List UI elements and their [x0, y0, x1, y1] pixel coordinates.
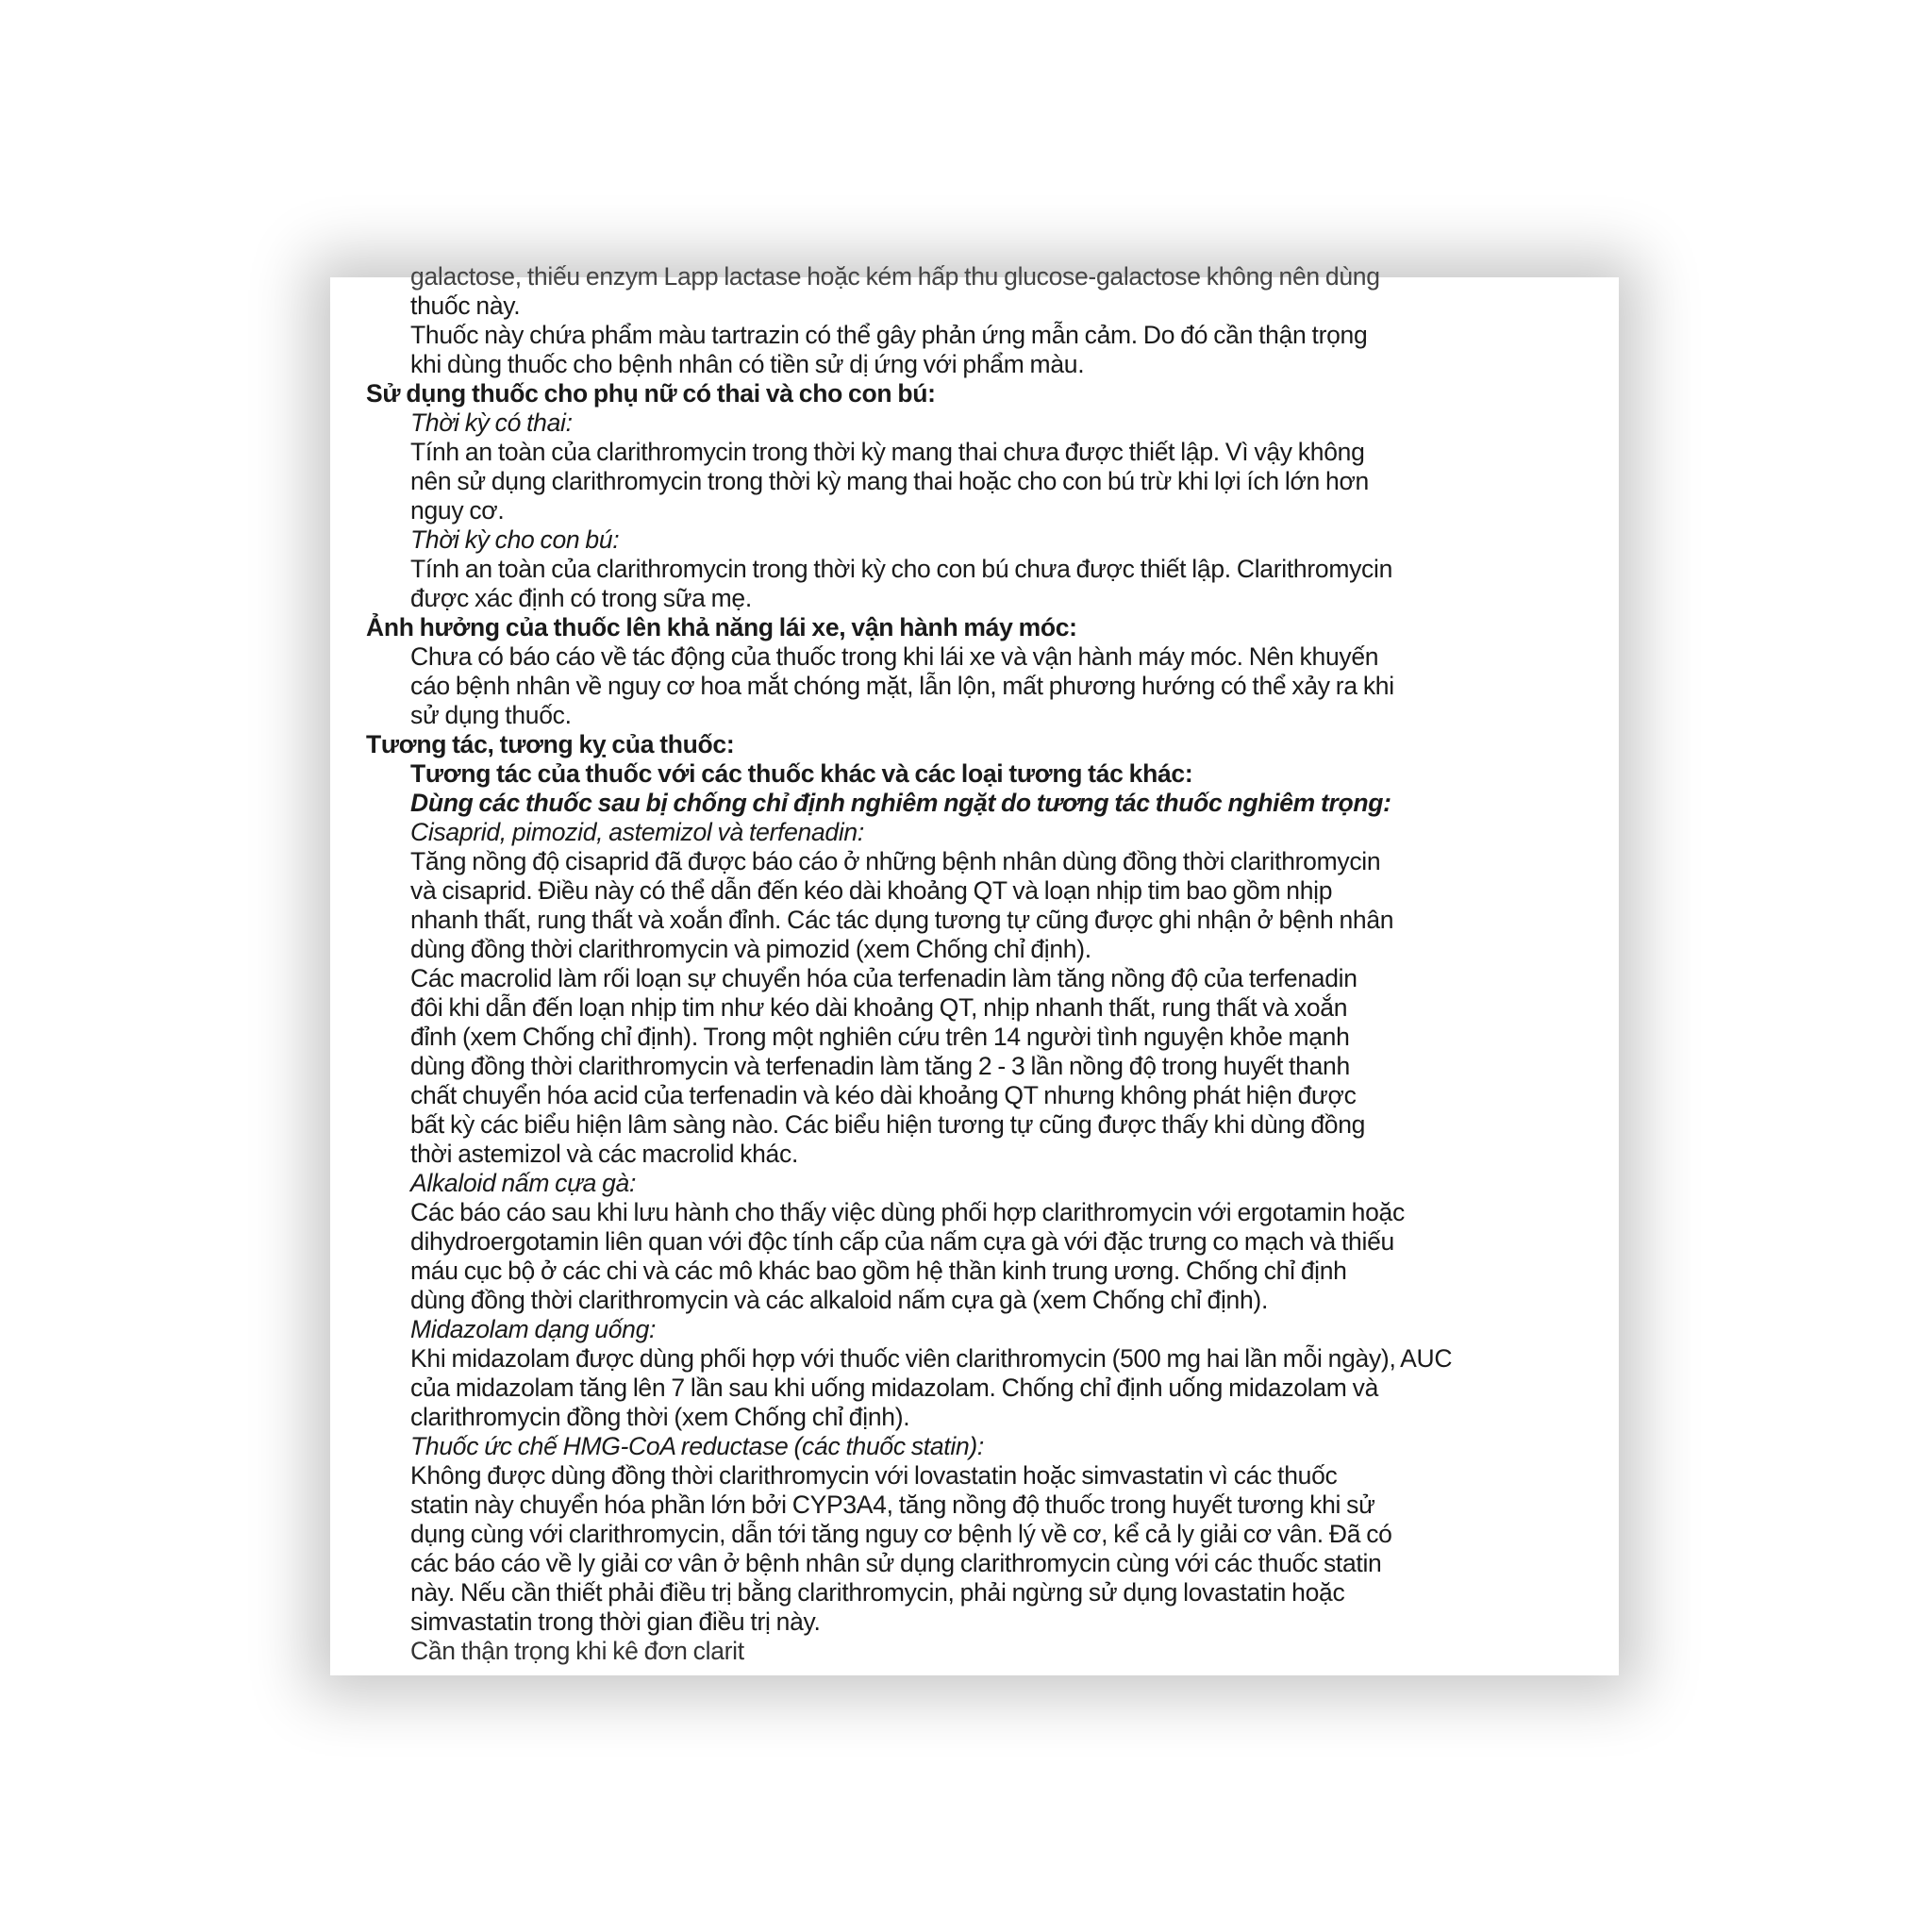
document-line: statin này chuyển hóa phần lớn bởi CYP3A4, tăng nồng độ thuốc trong huyết tương khi sử — [410, 1491, 1375, 1519]
document-line: galactose, thiếu enzym Lapp lactase hoặc kém hấp thu glucose-galactose không nên dùng — [410, 262, 1380, 291]
document-line: Tương tác, tương kỵ của thuốc: — [366, 730, 735, 758]
document-line: nên sử dụng clarithromycin trong thời kỳ mang thai hoặc cho con bú trừ khi lợi ích lớn hơn — [410, 467, 1369, 495]
document-line: Không được dùng đồng thời clarithromycin với lovastatin hoặc simvastatin vì các thuốc — [410, 1461, 1338, 1490]
document-line: được xác định có trong sữa mẹ. — [410, 584, 752, 612]
document-line: Khi midazolam được dùng phối hợp với thuốc viên clarithromycin (500 mg hai lần mỗi ngày), AUC — [410, 1344, 1453, 1373]
document-line: Sử dụng thuốc cho phụ nữ có thai và cho con bú: — [366, 379, 936, 408]
document-line: nguy cơ. — [410, 496, 505, 525]
document-line: Tương tác của thuốc với các thuốc khác và các loại tương tác khác: — [410, 759, 1193, 788]
document-line: dihydroergotamin liên quan với độc tính cấp của nấm cựa gà với đặc trưng co mạch và thiếu — [410, 1227, 1394, 1256]
document-line: clarithromycin đồng thời (xem Chống chỉ định). — [410, 1403, 910, 1431]
document-line: Thuốc này chứa phẩm màu tartrazin có thể gây phản ứng mẫn cảm. Do đó cần thận trọng — [410, 321, 1368, 349]
document-line: Dùng các thuốc sau bị chống chỉ định nghiêm ngặt do tương tác thuốc nghiêm trọng: — [410, 789, 1391, 817]
document-line: dụng cùng với clarithromycin, dẫn tới tăng nguy cơ bệnh lý về cơ, kể cả ly giải cơ vân. Đã có — [410, 1520, 1392, 1548]
document-line: Cần thận trọng khi kê đơn clarit — [410, 1637, 744, 1665]
document-line: máu cục bộ ở các chi và các mô khác bao gồm hệ thần kinh trung ương. Chống chỉ định — [410, 1257, 1347, 1285]
document-line: Cisaprid, pimozid, astemizol và terfenadin: — [410, 818, 864, 846]
document-line: của midazolam tăng lên 7 lần sau khi uống midazolam. Chống chỉ định uống midazolam và — [410, 1374, 1379, 1402]
document-line: simvastatin trong thời gian điều trị này. — [410, 1607, 821, 1636]
document-line: Thuốc ức chế HMG-CoA reductase (các thuốc statin): — [410, 1432, 984, 1460]
document-line: dùng đồng thời clarithromycin và terfenadin làm tăng 2 - 3 lần nồng độ trong huyết thanh — [410, 1052, 1350, 1080]
document-text-block — [366, 262, 1604, 1666]
document-line: dùng đồng thời clarithromycin và các alkaloid nấm cựa gà (xem Chống chỉ định). — [410, 1286, 1269, 1314]
document-line: khi dùng thuốc cho bệnh nhân có tiền sử dị ứng với phẩm màu. — [410, 350, 1085, 378]
document-line: chất chuyển hóa acid của terfenadin và kéo dài khoảng QT nhưng không phát hiện được — [410, 1081, 1357, 1109]
document-line: nhanh thất, rung thất và xoắn đỉnh. Các tác dụng tương tự cũng được ghi nhận ở bệnh nhân — [410, 906, 1394, 934]
document-line: Các macrolid làm rối loạn sự chuyển hóa của terfenadin làm tăng nồng độ của terfenadin — [410, 964, 1357, 992]
document-line: Ảnh hưởng của thuốc lên khả năng lái xe, vận hành máy móc: — [366, 613, 1077, 641]
document-line: và cisaprid. Điều này có thể dẫn đến kéo dài khoảng QT và loạn nhịp tim bao gồm nhịp — [410, 876, 1333, 905]
document-line: cáo bệnh nhân về nguy cơ hoa mắt chóng mặt, lẫn lộn, mất phương hướng có thể xảy ra khi — [410, 672, 1394, 700]
document-line: bất kỳ các biểu hiện lâm sàng nào. Các biểu hiện tương tự cũng được thấy khi dùng đồng — [410, 1110, 1366, 1139]
document-line: Tính an toàn của clarithromycin trong thời kỳ mang thai chưa được thiết lập. Vì vậy không — [410, 438, 1365, 466]
document-line: Tính an toàn của clarithromycin trong thời kỳ cho con bú chưa được thiết lập. Clarithromycin — [410, 555, 1393, 583]
document-line: các báo cáo về ly giải cơ vân ở bệnh nhân sử dụng clarithromycin cùng với các thuốc statin — [410, 1549, 1382, 1577]
document-line: Thời kỳ cho con bú: — [410, 525, 620, 554]
document-line: thuốc này. — [410, 291, 521, 320]
document-line: thời astemizol và các macrolid khác. — [410, 1140, 799, 1168]
document-line: Tăng nồng độ cisaprid đã được báo cáo ở những bệnh nhân dùng đồng thời clarithromycin — [410, 847, 1381, 875]
document-line: Các báo cáo sau khi lưu hành cho thấy việc dùng phối hợp clarithromycin với ergotamin hoặc — [410, 1198, 1405, 1226]
document-line: Chưa có báo cáo về tác động của thuốc trong khi lái xe và vận hành máy móc. Nên khuyến — [410, 642, 1379, 671]
document-line: dùng đồng thời clarithromycin và pimozid (xem Chống chỉ định). — [410, 935, 1091, 963]
document-line: Alkaloid nấm cựa gà: — [410, 1169, 637, 1197]
document-line: sử dụng thuốc. — [410, 701, 572, 729]
document-line: đỉnh (xem Chống chỉ định). Trong một nghiên cứu trên 14 người tình nguyện khỏe mạnh — [410, 1023, 1350, 1051]
document-line: này. Nếu cần thiết phải điều trị bằng clarithromycin, phải ngừng sử dụng lovastatin hoặc — [410, 1578, 1345, 1607]
scanned-document-page — [330, 262, 1619, 1675]
document-line: Midazolam dạng uống: — [410, 1315, 657, 1343]
document-line: Thời kỳ có thai: — [410, 408, 573, 437]
document-line: đôi khi dẫn đến loạn nhịp tim như kéo dài khoảng QT, nhịp nhanh thất, rung thất và xoắn — [410, 993, 1348, 1022]
